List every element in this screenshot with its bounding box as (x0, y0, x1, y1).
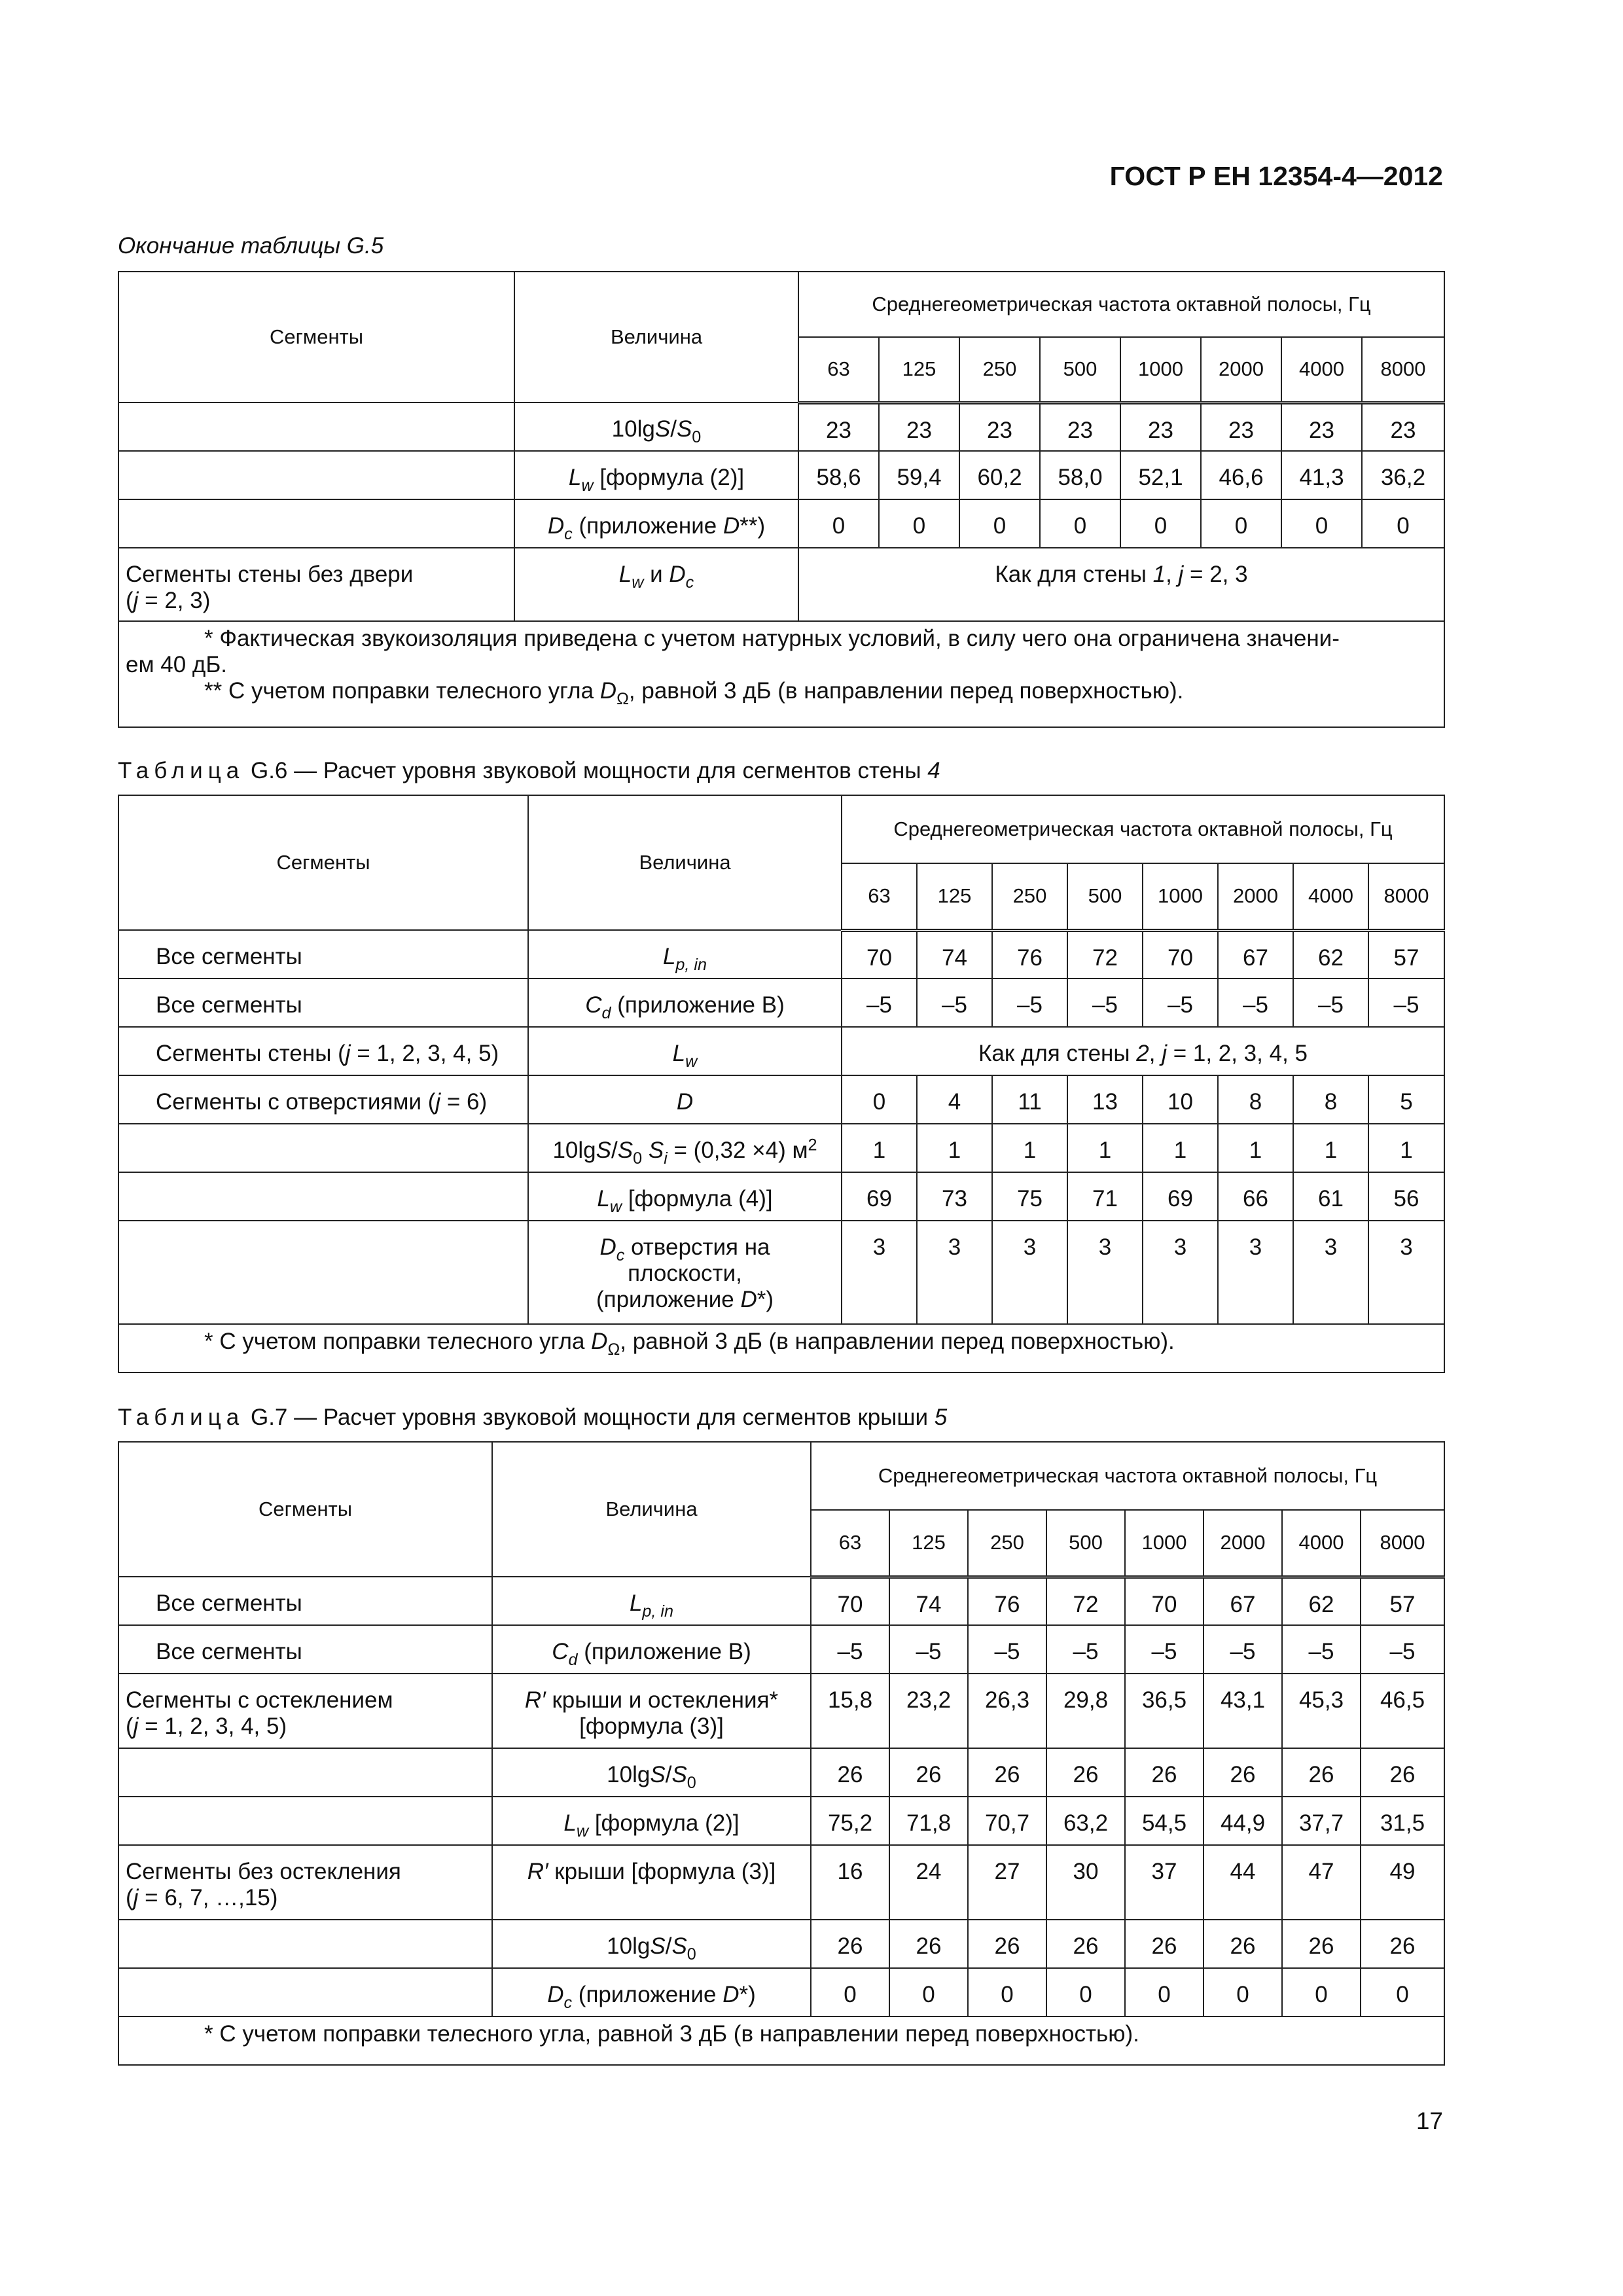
frequency-header-2000: 2000 (1218, 863, 1293, 930)
value-cell: –5 (1125, 1625, 1204, 1674)
value-cell: 1 (1293, 1124, 1368, 1172)
frequency-header-500: 500 (1067, 863, 1143, 930)
value-cell: 56 (1368, 1172, 1444, 1221)
frequency-header-8000: 8000 (1361, 1510, 1444, 1577)
table-row (118, 403, 1444, 451)
value-cell: 0 (1201, 499, 1281, 548)
table-row (118, 1748, 1444, 1797)
value-cell: 23 (1120, 403, 1201, 451)
value-cell: 70 (1143, 930, 1218, 978)
frequency-header-4000: 4000 (1293, 863, 1368, 930)
frequency-header-63: 63 (811, 1510, 889, 1577)
segment-cell: Все сегменты (118, 1577, 492, 1625)
value-cell: 59,4 (879, 451, 959, 499)
value-cell: –5 (992, 978, 1067, 1027)
table-g6-caption-text: G.6 — Расчет уровня звуковой мощности для сегментов стены (250, 758, 921, 783)
quantity-cell: $L_w$ (528, 1027, 842, 1075)
table-row (118, 1577, 1444, 1625)
value-cell: 71,8 (889, 1797, 968, 1845)
value-cell: 0 (1125, 1968, 1204, 2017)
table-row (118, 451, 1444, 499)
value-cell: 70 (1125, 1577, 1204, 1625)
value-cell: 1 (1143, 1124, 1218, 1172)
footnote: ** С учетом поправки телесного угла $D_\Omega$, равной 3 дБ (в направлении перед поверхностью). (204, 678, 1184, 708)
value-cell: 45,3 (1282, 1674, 1361, 1748)
value-cell: 58,0 (1040, 451, 1120, 499)
table-notes (118, 2017, 1444, 2065)
value-cell: 72 (1046, 1577, 1125, 1625)
frequency-band-header: Среднегеометрическая частота октавной полосы, Гц (798, 272, 1444, 337)
segment-cell: Все сегменты (118, 978, 528, 1027)
value-cell: 62 (1282, 1577, 1361, 1625)
value-cell: 44 (1204, 1845, 1282, 1920)
segments-header: Сегменты (118, 795, 528, 930)
value-cell: 10 (1143, 1075, 1218, 1124)
table-g6 (118, 795, 1445, 1373)
value-cell: 15,8 (811, 1674, 889, 1748)
segment-cell: Сегменты без остекления (j = 6, 7, …,15) (118, 1845, 492, 1920)
frequency-header-500: 500 (1046, 1510, 1125, 1577)
value-cell: 26 (1125, 1920, 1204, 1968)
frequency-header-500: 500 (1040, 337, 1120, 403)
value-cell: 43,1 (1204, 1674, 1282, 1748)
value-cell: 75,2 (811, 1797, 889, 1845)
quantity-cell: $L_{p, in}$ (528, 930, 842, 978)
value-cell: –5 (968, 1625, 1046, 1674)
table-notes (118, 1324, 1444, 1372)
frequency-header-2000: 2000 (1201, 337, 1281, 403)
frequency-header-4000: 4000 (1282, 1510, 1361, 1577)
value-cell: 13 (1067, 1075, 1143, 1124)
value-cell: 23 (959, 403, 1040, 451)
value-cell: 26 (811, 1748, 889, 1797)
value-cell: 26 (811, 1920, 889, 1968)
value-cell: 37 (1125, 1845, 1204, 1920)
header-row (118, 1442, 1444, 1510)
value-cell: 74 (889, 1577, 968, 1625)
footnote: * С учетом поправки телесного угла $D_\Omega$, равной 3 дБ (в направлении перед поверхностью). (204, 1329, 1175, 1359)
value-cell: 0 (959, 499, 1040, 548)
table-row (118, 1968, 1444, 2017)
quantity-cell: $L_w$ [формула (2)] (492, 1797, 811, 1845)
value-cell: 3 (1368, 1221, 1444, 1324)
value-cell: –5 (1368, 978, 1444, 1027)
value-cell: 1 (1368, 1124, 1444, 1172)
value-cell: –5 (1361, 1625, 1444, 1674)
value-cell: –5 (811, 1625, 889, 1674)
value-cell: 0 (798, 499, 879, 548)
value-cell: 26 (1125, 1748, 1204, 1797)
value-cell: 60,2 (959, 451, 1040, 499)
quantity-cell: D (528, 1075, 842, 1124)
frequency-band-header: Среднегеометрическая частота октавной полосы, Гц (811, 1442, 1444, 1510)
quantity-cell: $10\lg S/S_0$ (514, 403, 798, 451)
value-cell: 41,3 (1281, 451, 1362, 499)
frequency-header-125: 125 (917, 863, 992, 930)
frequency-band-header: Среднегеометрическая частота октавной полосы, Гц (842, 795, 1444, 863)
value-cell: –5 (1204, 1625, 1282, 1674)
table-g6-caption-number: 4 (927, 758, 940, 783)
table-g7 (118, 1441, 1445, 2066)
value-cell: 0 (811, 1968, 889, 2017)
value-cell: 29,8 (1046, 1674, 1125, 1748)
value-cell: 26 (1046, 1920, 1125, 1968)
quantity-cell: $L_w$ [формула (4)] (528, 1172, 842, 1221)
value-cell: 63,2 (1046, 1797, 1125, 1845)
value-cell: 72 (1067, 930, 1143, 978)
value-cell: 31,5 (1361, 1797, 1444, 1845)
value-cell: 26 (889, 1748, 968, 1797)
segment-cell (118, 1221, 528, 1324)
frequency-header-250: 250 (959, 337, 1040, 403)
notes-row (118, 621, 1444, 727)
value-cell: 23,2 (889, 1674, 968, 1748)
value-cell: 8 (1218, 1075, 1293, 1124)
table-row (118, 1027, 1444, 1075)
segment-cell (118, 1124, 528, 1172)
value-cell: 67 (1204, 1577, 1282, 1625)
frequency-header-250: 250 (968, 1510, 1046, 1577)
value-cell: 26 (1282, 1748, 1361, 1797)
value-cell: 70 (811, 1577, 889, 1625)
value-cell: 57 (1368, 930, 1444, 978)
table-row (118, 499, 1444, 548)
table-row (118, 1797, 1444, 1845)
value-cell: 23 (1362, 403, 1444, 451)
value-cell: 26 (1046, 1748, 1125, 1797)
value-cell: 4 (917, 1075, 992, 1124)
frequency-header-2000: 2000 (1204, 1510, 1282, 1577)
value-cell: 26,3 (968, 1674, 1046, 1748)
value-cell: 66 (1218, 1172, 1293, 1221)
value-cell: 3 (1067, 1221, 1143, 1324)
notes-row (118, 1324, 1444, 1372)
frequency-header-1000: 1000 (1143, 863, 1218, 930)
table-g7-caption-number: 5 (934, 1405, 948, 1430)
value-cell: 75 (992, 1172, 1067, 1221)
value-cell: 3 (992, 1221, 1067, 1324)
segment-cell: Сегменты с отверстиями (j = 6) (118, 1075, 528, 1124)
quantity-cell: $10\lg S/S_0$ (492, 1748, 811, 1797)
table-row (118, 1845, 1444, 1920)
value-cell: 37,7 (1282, 1797, 1361, 1845)
header-row (118, 795, 1444, 863)
value-cell: 67 (1218, 930, 1293, 978)
table-row (118, 1920, 1444, 1968)
table-g7-caption-prefix: Таблица (118, 1405, 245, 1430)
value-cell: 0 (968, 1968, 1046, 2017)
table-g6-caption-prefix: Таблица (118, 758, 245, 783)
quantity-header: Величина (528, 795, 842, 930)
value-cell: 26 (1361, 1748, 1444, 1797)
value-cell: 76 (968, 1577, 1046, 1625)
segment-cell: Сегменты стены (j = 1, 2, 3, 4, 5) (118, 1027, 528, 1075)
value-cell: 74 (917, 930, 992, 978)
frequency-header-250: 250 (992, 863, 1067, 930)
frequency-header-4000: 4000 (1281, 337, 1362, 403)
segment-cell (118, 1172, 528, 1221)
value-cell: 1 (992, 1124, 1067, 1172)
table-g6-caption (118, 758, 940, 784)
value-cell: 58,6 (798, 451, 879, 499)
value-cell: 57 (1361, 1577, 1444, 1625)
table-row (118, 1674, 1444, 1748)
value-cell: 30 (1046, 1845, 1125, 1920)
value-cell: 0 (842, 1075, 917, 1124)
value-cell: 27 (968, 1845, 1046, 1920)
quantity-cell: $L_w$ и $D_c$ (514, 548, 798, 621)
value-cell: 0 (1281, 499, 1362, 548)
value-cell: 1 (1067, 1124, 1143, 1172)
value-cell: 36,5 (1125, 1674, 1204, 1748)
value-cell: 73 (917, 1172, 992, 1221)
value-cell: 0 (1204, 1968, 1282, 2017)
merged-value-cell: Как для стены 2, j = 1, 2, 3, 4, 5 (842, 1027, 1444, 1075)
value-cell: 23 (1040, 403, 1120, 451)
table-g5 (118, 271, 1445, 728)
value-cell: 0 (1282, 1968, 1361, 2017)
value-cell: 69 (842, 1172, 917, 1221)
table-row (118, 1221, 1444, 1324)
value-cell: –5 (1143, 978, 1218, 1027)
quantity-cell: $L_w$ [формула (2)] (514, 451, 798, 499)
value-cell: –5 (917, 978, 992, 1027)
segment-cell (118, 451, 514, 499)
value-cell: 36,2 (1362, 451, 1444, 499)
value-cell: 26 (889, 1920, 968, 1968)
value-cell: 61 (1293, 1172, 1368, 1221)
table-notes (118, 621, 1444, 727)
quantity-cell: R′ крыши и остекления* [формула (3)] (492, 1674, 811, 1748)
quantity-cell: $D_c$ (приложение D**) (514, 499, 798, 548)
value-cell: 26 (1282, 1920, 1361, 1968)
value-cell: 0 (879, 499, 959, 548)
quantity-cell: $10\lg S/S_0$ (492, 1920, 811, 1968)
value-cell: 3 (842, 1221, 917, 1324)
value-cell: 1 (1218, 1124, 1293, 1172)
value-cell: –5 (1067, 978, 1143, 1027)
value-cell: 49 (1361, 1845, 1444, 1920)
frequency-header-63: 63 (842, 863, 917, 930)
frequency-header-1000: 1000 (1125, 1510, 1204, 1577)
value-cell: 0 (1046, 1968, 1125, 2017)
value-cell: 26 (1361, 1920, 1444, 1968)
table-g7-caption (118, 1405, 947, 1431)
value-cell: 23 (1281, 403, 1362, 451)
segment-cell (118, 1968, 492, 2017)
value-cell: –5 (842, 978, 917, 1027)
segment-cell (118, 1920, 492, 1968)
document-code: ГОСТ Р ЕН 12354-4—2012 (1109, 161, 1443, 191)
table-row (118, 930, 1444, 978)
header-row (118, 272, 1444, 337)
value-cell: 76 (992, 930, 1067, 978)
value-cell: 46,5 (1361, 1674, 1444, 1748)
merged-value-cell: Как для стены 1, j = 2, 3 (798, 548, 1444, 621)
value-cell: 0 (1040, 499, 1120, 548)
value-cell: –5 (1282, 1625, 1361, 1674)
value-cell: 71 (1067, 1172, 1143, 1221)
quantity-cell: $C_d$ (приложение В) (528, 978, 842, 1027)
frequency-header-63: 63 (798, 337, 879, 403)
segment-cell (118, 1748, 492, 1797)
quantity-cell: $D_c$ (приложение D*) (492, 1968, 811, 2017)
value-cell: 0 (1120, 499, 1201, 548)
value-cell: 47 (1282, 1845, 1361, 1920)
quantity-cell: $10\lg S/S_0$ $S_i = (0,32 \times 4)$ $м^2$ (528, 1124, 842, 1172)
value-cell: –5 (1293, 978, 1368, 1027)
table-row (118, 548, 1444, 621)
segment-cell: Все сегменты (118, 1625, 492, 1674)
value-cell: 24 (889, 1845, 968, 1920)
segment-cell: Сегменты с остеклением (j = 1, 2, 3, 4, 5) (118, 1674, 492, 1748)
value-cell: 54,5 (1125, 1797, 1204, 1845)
value-cell: 11 (992, 1075, 1067, 1124)
value-cell: –5 (1046, 1625, 1125, 1674)
value-cell: 70,7 (968, 1797, 1046, 1845)
value-cell: –5 (889, 1625, 968, 1674)
value-cell: 23 (1201, 403, 1281, 451)
table-g5-caption: Окончание таблицы G.5 (118, 233, 384, 259)
value-cell: 70 (842, 930, 917, 978)
segments-header: Сегменты (118, 272, 514, 403)
quantity-cell: R′ крыши [формула (3)] (492, 1845, 811, 1920)
value-cell: 46,6 (1201, 451, 1281, 499)
value-cell: 23 (798, 403, 879, 451)
page-number: 17 (1416, 2108, 1443, 2134)
value-cell: 3 (1293, 1221, 1368, 1324)
quantity-header: Величина (514, 272, 798, 403)
segment-cell (118, 1797, 492, 1845)
value-cell: 3 (1143, 1221, 1218, 1324)
value-cell: 1 (842, 1124, 917, 1172)
table-row (118, 1124, 1444, 1172)
value-cell: 69 (1143, 1172, 1218, 1221)
value-cell: 26 (1204, 1748, 1282, 1797)
value-cell: 0 (1361, 1968, 1444, 2017)
value-cell: 8 (1293, 1075, 1368, 1124)
notes-row (118, 2017, 1444, 2065)
segment-cell (118, 499, 514, 548)
frequency-header-8000: 8000 (1362, 337, 1444, 403)
value-cell: 26 (968, 1920, 1046, 1968)
footnote: * Фактическая звукоизоляция приведена с учетом натурных условий, в силу чего она ограничена значени- ем 40 дБ. (126, 626, 1340, 677)
quantity-cell: $C_d$ (приложение В) (492, 1625, 811, 1674)
value-cell: 26 (1204, 1920, 1282, 1968)
value-cell: –5 (1218, 978, 1293, 1027)
quantity-header: Величина (492, 1442, 811, 1577)
segment-cell: Все сегменты (118, 930, 528, 978)
table-row (118, 1172, 1444, 1221)
value-cell: 23 (879, 403, 959, 451)
table-row (118, 1625, 1444, 1674)
value-cell: 5 (1368, 1075, 1444, 1124)
value-cell: 0 (1362, 499, 1444, 548)
value-cell: 1 (917, 1124, 992, 1172)
table-g7-caption-text: G.7 — Расчет уровня звуковой мощности для сегментов крыши (250, 1405, 929, 1430)
frequency-header-125: 125 (879, 337, 959, 403)
value-cell: 52,1 (1120, 451, 1201, 499)
footnote: * С учетом поправки телесного угла, равной 3 дБ (в направлении перед поверхностью). (204, 2021, 1139, 2047)
frequency-header-125: 125 (889, 1510, 968, 1577)
table-row (118, 1075, 1444, 1124)
quantity-cell: $D_c$ отверстия на плоскости, (приложение D*) (528, 1221, 842, 1324)
value-cell: 44,9 (1204, 1797, 1282, 1845)
frequency-header-1000: 1000 (1120, 337, 1201, 403)
value-cell: 3 (917, 1221, 992, 1324)
segments-header: Сегменты (118, 1442, 492, 1577)
value-cell: 62 (1293, 930, 1368, 978)
value-cell: 0 (889, 1968, 968, 2017)
frequency-header-8000: 8000 (1368, 863, 1444, 930)
value-cell: 26 (968, 1748, 1046, 1797)
segment-cell (118, 403, 514, 451)
segment-cell: Сегменты стены без двери (j = 2, 3) (118, 548, 514, 621)
table-row (118, 978, 1444, 1027)
value-cell: 3 (1218, 1221, 1293, 1324)
quantity-cell: $L_{p, in}$ (492, 1577, 811, 1625)
value-cell: 16 (811, 1845, 889, 1920)
